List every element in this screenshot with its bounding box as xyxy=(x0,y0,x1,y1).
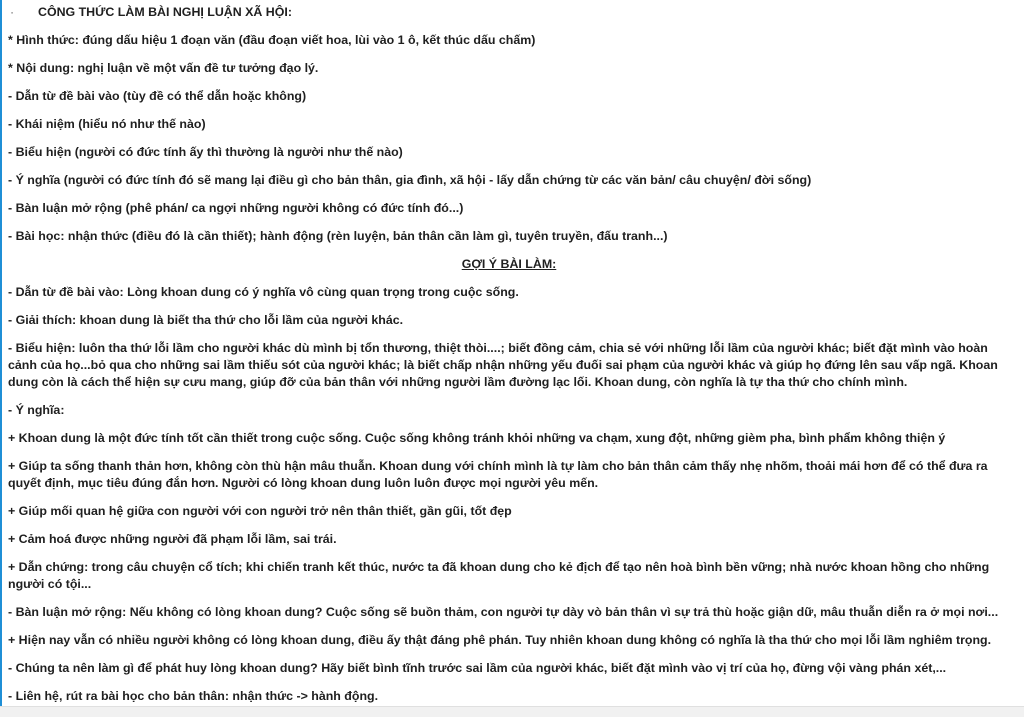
bottom-strip xyxy=(0,706,1024,717)
suggestion-line: + Khoan dung là một đức tính tốt cần thiết trong cuộc sống. Cuộc sống không tránh khỏi những va chạm, xung đột, những gièm pha, bình phẩm không thiện ý xyxy=(8,431,946,445)
title-line xyxy=(8,4,1010,21)
suggestion-line: - Liên hệ, rút ra bài học cho bản thân: nhận thức -> hành động. xyxy=(8,689,379,703)
suggestion-line: - Biểu hiện: luôn tha thứ lỗi lầm cho người khác dù mình bị tổn thương, thiệt thòi....; biết đồng cảm, chia sẻ với những lỗi lầm của người khác; biết đặt mình vào hoàn cảnh của họ...bỏ qua cho những sai lầm thiếu sót của người khác; là biết chấp nhận những yếu đuối sai phạm của người khác và giúp họ đứng lên sau vấp ngã. Khoan dung còn là cách thể hiện sự cưu mang, giúp đỡ của bản thân với những người lầm đường lạc lối. Khoan dung, còn nghĩa là tự tha thứ cho chính mình. xyxy=(8,341,998,389)
suggestion-line: - Ý nghĩa: xyxy=(8,403,65,417)
suggestion-line: - Giải thích: khoan dung là biết tha thứ cho lỗi lầm của người khác. xyxy=(8,313,404,327)
suggestion-line: + Giúp mối quan hệ giữa con người với con người trở nên thân thiết, gần gũi, tốt đẹp xyxy=(8,504,512,518)
suggestion-line: + Cảm hoá được những người đã phạm lỗi lầm, sai trái. xyxy=(8,532,337,546)
suggestion-line: - Bàn luận mở rộng: Nếu không có lòng khoan dung? Cuộc sống sẽ buồn thảm, con người tự dày vò bản thân vì sự trả thù hoặc giận dữ, mâu thuẫn diễn ra ở mọi nơi... xyxy=(8,605,999,619)
formula-line: - Bài học: nhận thức (điều đó là cần thiết); hành động (rèn luyện, bản thân cần làm gì, tuyên truyền, đấu tranh...) xyxy=(8,229,668,243)
suggestion-line: + Dẫn chứng: trong câu chuyện cổ tích; khi chiến tranh kết thúc, nước ta đã khoan dung cho kẻ địch để tạo nên hoà bình bền vững; nhà nước khoan hồng cho những người có tội... xyxy=(8,560,990,591)
formula-line: - Khái niệm (hiểu nó như thế nào) xyxy=(8,117,206,131)
formula-line: - Ý nghĩa (người có đức tính đó sẽ mang lại điều gì cho bản thân, gia đình, xã hội - lấy dẫn chứng từ các văn bản/ câu chuyện/ đời sống) xyxy=(8,173,812,187)
formula-line: * Hình thức: đúng dấu hiệu 1 đoạn văn (đầu đoạn viết hoa, lùi vào 1 ô, kết thúc dấu chấm) xyxy=(8,33,536,47)
formula-line: - Biểu hiện (người có đức tính ấy thì thường là người như thế nào) xyxy=(8,145,403,159)
document-body xyxy=(8,4,1010,716)
formula-line: * Nội dung: nghị luận về một vấn đề tư tưởng đạo lý. xyxy=(8,61,319,75)
left-border xyxy=(0,0,2,717)
suggestion-line: - Dẫn từ đề bài vào: Lòng khoan dung có ý nghĩa vô cùng quan trọng trong cuộc sống. xyxy=(8,285,519,299)
bullet-dot: · xyxy=(10,5,15,19)
formula-line: - Dẫn từ đề bài vào (tùy đề có thể dẫn hoặc không) xyxy=(8,89,307,103)
suggestion-line: + Giúp ta sống thanh thản hơn, không còn thù hận mâu thuẫn. Khoan dung với chính mình là tự làm cho bản thân cảm thấy nhẹ nhõm, thoải mái hơn để có thể đưa ra quyết định, mục tiêu đúng đắn hơn. Người có lòng khoan dung luôn luôn được mọi người yêu mến. xyxy=(8,459,988,490)
suggestion-line: - Chúng ta nên làm gì để phát huy lòng khoan dung? Hãy biết bình tĩnh trước sai lầm của người khác, biết đặt mình vào vị trí của họ, đừng vội vàng phán xét,... xyxy=(8,661,947,675)
suggestion-line: + Hiện nay vẫn có nhiều người không có lòng khoan dung, điều ấy thật đáng phê phán. Tuy nhiên khoan dung không có nghĩa là tha thứ cho mọi lỗi lầm nghiêm trọng. xyxy=(8,633,992,647)
section-title: GỢI Ý BÀI LÀM: xyxy=(461,257,557,271)
formula-line: - Bàn luận mở rộng (phê phán/ ca ngợi những người không có đức tính đó...) xyxy=(8,201,464,215)
document-title: CÔNG THỨC LÀM BÀI NGHỊ LUẬN XÃ HỘI: xyxy=(38,5,292,19)
